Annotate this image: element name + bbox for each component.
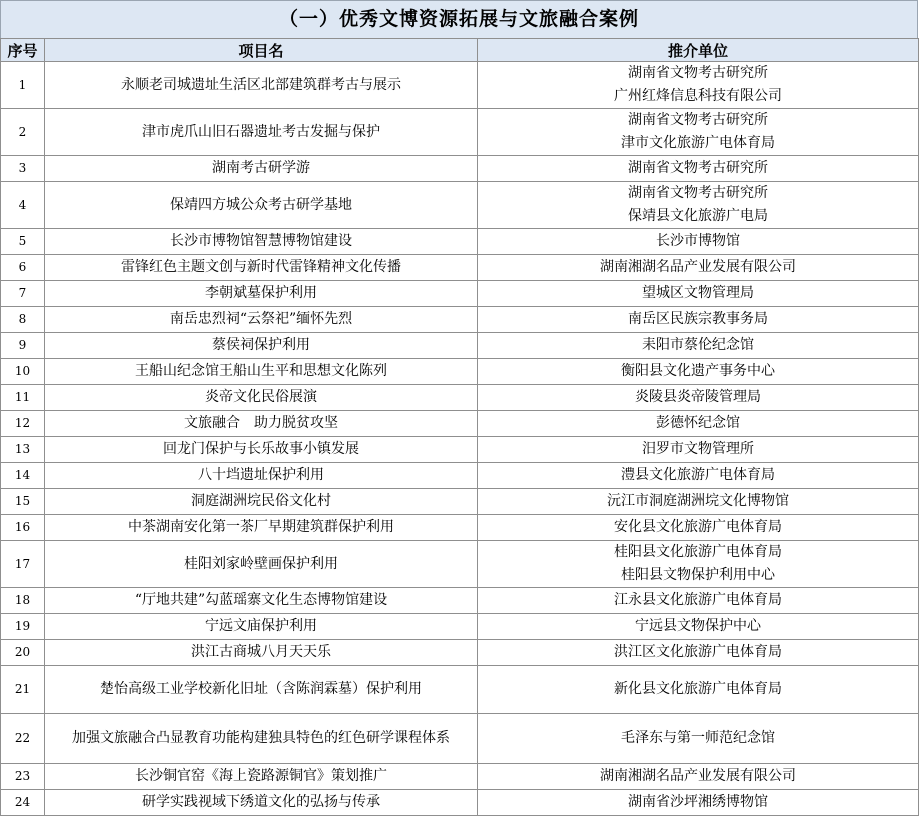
table-row — [1, 385, 919, 411]
recommending-unit-cell — [478, 588, 919, 614]
table-row — [1, 62, 919, 109]
recommending-unit: 保靖县文化旅游广电局 — [628, 208, 768, 224]
recommending-unit-cell — [478, 666, 919, 714]
table-title: （一）优秀文博资源拓展与文旅融合案例 — [0, 0, 918, 38]
row-number: 12 — [1, 411, 45, 437]
row-number: 6 — [1, 255, 45, 281]
table-row — [1, 640, 919, 666]
row-number: 9 — [1, 333, 45, 359]
project-name: 八十垱遗址保护利用 — [198, 467, 324, 483]
row-number: 2 — [1, 109, 45, 156]
recommending-unit-cell — [478, 714, 919, 764]
row-number: 10 — [1, 359, 45, 385]
recommending-unit-cell — [478, 463, 919, 489]
project-name: 炎帝文化民俗展演 — [205, 389, 317, 405]
project-name-cell — [45, 588, 478, 614]
recommending-unit-cell — [478, 614, 919, 640]
project-name: 保靖四方城公众考古研学基地 — [170, 196, 352, 213]
row-number: 18 — [1, 588, 45, 614]
recommending-unit: 毛泽东与第一师范纪念馆 — [621, 730, 775, 746]
project-name-cell — [45, 541, 478, 588]
project-name: 长沙市博物馆智慧博物馆建设 — [170, 233, 352, 249]
recommending-unit-cell — [478, 307, 919, 333]
table-row — [1, 307, 919, 333]
recommending-unit: 沅江市洞庭湖洲垸文化博物馆 — [607, 493, 789, 509]
project-name: 楚怡高级工业学校新化旧址（含陈润霖墓）保护利用 — [100, 681, 422, 697]
table-row — [1, 588, 919, 614]
row-number: 8 — [1, 307, 45, 333]
table-row — [1, 463, 919, 489]
project-name: 回龙门保护与长乐故事小镇发展 — [163, 441, 359, 457]
recommending-unit: 桂阳县文化旅游广电体育局 — [614, 544, 782, 560]
recommending-unit: 长沙市博物馆 — [656, 233, 740, 249]
recommending-unit: 湖南省文物考古研究所 — [628, 112, 768, 128]
recommending-unit: 耒阳市蔡伦纪念馆 — [642, 337, 754, 353]
recommending-unit: 湖南湘湖名品产业发展有限公司 — [600, 259, 796, 275]
recommending-unit-cell — [478, 62, 919, 109]
recommending-unit: 湖南省文物考古研究所 — [628, 65, 768, 81]
row-number: 5 — [1, 229, 45, 255]
project-name-cell — [45, 109, 478, 156]
table-row — [1, 281, 919, 307]
recommending-unit: 湖南省沙坪湘绣博物馆 — [628, 794, 768, 810]
row-number: 17 — [1, 541, 45, 588]
table-row — [1, 182, 919, 229]
recommending-unit: 新化县文化旅游广电体育局 — [614, 681, 782, 697]
recommending-unit: 望城区文物管理局 — [642, 285, 754, 301]
row-number: 11 — [1, 385, 45, 411]
table-row — [1, 515, 919, 541]
recommending-unit: 桂阳县文物保护利用中心 — [621, 567, 775, 583]
project-name: 雷锋红色主题文创与新时代雷锋精神文化传播 — [121, 259, 401, 275]
project-name: 永顺老司城遗址生活区北部建筑群考古与展示 — [121, 76, 401, 93]
recommending-unit: 炎陵县炎帝陵管理局 — [635, 389, 761, 405]
table-row — [1, 714, 919, 764]
project-name: 洞庭湖洲垸民俗文化村 — [191, 493, 331, 509]
row-number: 15 — [1, 489, 45, 515]
recommending-unit: 安化县文化旅游广电体育局 — [614, 519, 782, 535]
project-name: 宁远文庙保护利用 — [205, 618, 317, 634]
project-name-cell — [45, 640, 478, 666]
recommending-unit: 澧县文化旅游广电体育局 — [621, 467, 775, 483]
project-name: 津市虎爪山旧石器遗址考古发掘与保护 — [142, 123, 380, 140]
project-name-cell — [45, 333, 478, 359]
row-number: 19 — [1, 614, 45, 640]
table-row — [1, 790, 919, 816]
project-name-cell — [45, 437, 478, 463]
recommending-unit-cell — [478, 255, 919, 281]
case-table — [0, 38, 919, 816]
recommending-unit: 湖南省文物考古研究所 — [628, 185, 768, 201]
project-name-cell — [45, 666, 478, 714]
header-name: 项目名 — [45, 39, 478, 62]
recommending-unit-cell — [478, 109, 919, 156]
row-number: 20 — [1, 640, 45, 666]
project-name-cell — [45, 62, 478, 109]
project-name: 中茶湖南安化第一茶厂早期建筑群保护利用 — [128, 519, 394, 535]
project-name-cell — [45, 255, 478, 281]
table-row — [1, 109, 919, 156]
recommending-unit: 洪江区文化旅游广电体育局 — [614, 644, 782, 660]
recommending-unit: 宁远县文物保护中心 — [635, 618, 761, 634]
recommending-unit-cell — [478, 156, 919, 182]
project-name-cell — [45, 714, 478, 764]
row-number: 7 — [1, 281, 45, 307]
header-no: 序号 — [1, 39, 45, 62]
recommending-unit: 津市文化旅游广电体育局 — [621, 135, 775, 151]
project-name: “厅地共建”勾蓝瑶寨文化生态博物馆建设 — [134, 592, 388, 608]
recommending-unit-cell — [478, 385, 919, 411]
project-name: 南岳忠烈祠“云祭祀”缅怀先烈 — [169, 311, 353, 327]
project-name: 湖南考古研学游 — [212, 160, 310, 176]
row-number: 13 — [1, 437, 45, 463]
row-number: 21 — [1, 666, 45, 714]
recommending-unit-cell — [478, 281, 919, 307]
table-row — [1, 411, 919, 437]
recommending-unit-cell — [478, 359, 919, 385]
project-name-cell — [45, 790, 478, 816]
recommending-unit-cell — [478, 437, 919, 463]
row-number: 1 — [1, 62, 45, 109]
table-row — [1, 333, 919, 359]
project-name: 蔡侯祠保护利用 — [212, 337, 310, 353]
project-name: 王船山纪念馆王船山生平和思想文化陈列 — [135, 363, 387, 379]
project-name-cell — [45, 229, 478, 255]
recommending-unit-cell — [478, 229, 919, 255]
project-name: 洪江古商城八月天天乐 — [191, 644, 331, 660]
recommending-unit-cell — [478, 790, 919, 816]
project-name: 桂阳刘家岭壁画保护利用 — [184, 555, 338, 572]
table-row — [1, 255, 919, 281]
recommending-unit-cell — [478, 182, 919, 229]
project-name-cell — [45, 182, 478, 229]
table-row — [1, 666, 919, 714]
project-name-cell — [45, 411, 478, 437]
recommending-unit: 湖南湘湖名品产业发展有限公司 — [600, 768, 796, 784]
row-number: 23 — [1, 764, 45, 790]
table-row — [1, 359, 919, 385]
project-name: 李朝斌墓保护利用 — [205, 285, 317, 301]
recommending-unit-cell — [478, 640, 919, 666]
row-number: 14 — [1, 463, 45, 489]
project-name-cell — [45, 281, 478, 307]
recommending-unit-cell — [478, 411, 919, 437]
table-row — [1, 541, 919, 588]
project-name-cell — [45, 156, 478, 182]
recommending-unit: 湖南省文物考古研究所 — [628, 160, 768, 176]
row-number: 22 — [1, 714, 45, 764]
recommending-unit-cell — [478, 515, 919, 541]
project-name-cell — [45, 463, 478, 489]
recommending-unit: 彭德怀纪念馆 — [656, 415, 740, 431]
project-name-cell — [45, 359, 478, 385]
project-name: 文旅融合 助力脱贫攻坚 — [184, 415, 338, 431]
recommending-unit: 江永县文化旅游广电体育局 — [614, 592, 782, 608]
table-row — [1, 437, 919, 463]
header-unit: 推介单位 — [478, 39, 919, 62]
project-name: 加强文旅融合凸显教育功能构建独具特色的红色研学课程体系 — [72, 730, 450, 746]
project-name-cell — [45, 489, 478, 515]
row-number: 3 — [1, 156, 45, 182]
recommending-unit-cell — [478, 333, 919, 359]
project-name: 长沙铜官窑《海上瓷路源铜官》策划推广 — [135, 768, 387, 784]
table-row — [1, 156, 919, 182]
recommending-unit: 广州红烽信息科技有限公司 — [614, 88, 782, 104]
recommending-unit: 衡阳县文化遗产事务中心 — [621, 363, 775, 379]
project-name-cell — [45, 385, 478, 411]
row-number: 4 — [1, 182, 45, 229]
project-name: 研学实践视域下绣道文化的弘扬与传承 — [142, 794, 380, 810]
project-name-cell — [45, 614, 478, 640]
header-row — [1, 39, 919, 62]
table-row — [1, 489, 919, 515]
recommending-unit: 南岳区民族宗教事务局 — [628, 311, 768, 327]
recommending-unit-cell — [478, 541, 919, 588]
recommending-unit: 汨罗市文物管理所 — [642, 441, 754, 457]
row-number: 16 — [1, 515, 45, 541]
recommending-unit-cell — [478, 489, 919, 515]
row-number: 24 — [1, 790, 45, 816]
table-row — [1, 614, 919, 640]
project-name-cell — [45, 515, 478, 541]
project-name-cell — [45, 307, 478, 333]
table-row — [1, 229, 919, 255]
